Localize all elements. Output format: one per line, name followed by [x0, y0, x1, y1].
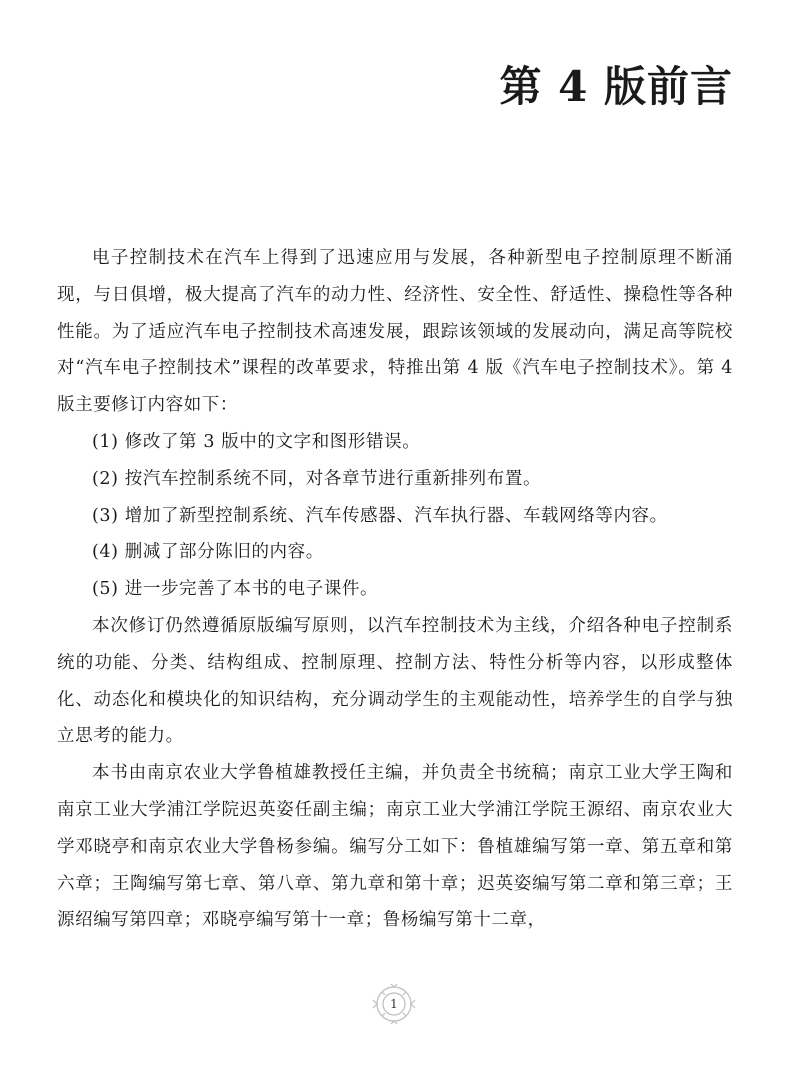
- paragraph-item-3: (3) 增加了新型控制系统、汽车传感器、汽车执行器、车载网络等内容。: [92, 505, 668, 526]
- page-title: 第 4 版前言: [499, 62, 733, 111]
- page-number: 1: [390, 997, 398, 1011]
- paragraph-authors: 本书由南京农业大学鲁植雄教授任主编，并负责全书统稿；南京工业大学王陶和南京工业大学浦江学院迟英姿任副主编；南京工业大学浦江学院王源绍、南京农业大学邓晓亭和南京农业大学鲁杨参编。编写分工如下：鲁植雄编写第一章、第五章和第六章；王陶编写第七章、第八章、第九章和第十章；迟英姿编写第二章和第三章；王源绍编写第四章；邓晓亭编写第十一章；鲁杨编写第十二章，: [57, 763, 733, 931]
- paragraph-principles: 本次修订仍然遵循原版编写原则，以汽车控制技术为主线，介绍各种电子控制系统的功能、分类、结构组成、控制原理、控制方法、特性分析等内容，以形成整体化、动态化和模块化的知识结构，充分调动学生的主观能动性，培养学生的自学与独立思考的能力。: [57, 615, 733, 747]
- paragraph-item-1: (1) 修改了第 3 版中的文字和图形错误。: [92, 431, 421, 452]
- paragraph-item-2: (2) 按汽车控制系统不同，对各章节进行重新排列布置。: [92, 468, 542, 489]
- paragraph-intro: 电子控制技术在汽车上得到了迅速应用与发展，各种新型电子控制原理不断涌现，与日俱增，极大提高了汽车的动力性、经济性、安全性、舒适性、操稳性等各种性能。为了适应汽车电子控制技术高速发展，跟踪该领域的发展动向，满足高等院校对“汽车电子控制技术”课程的改革要求，特推出第 4 版《汽车电子控制技术》。第 4 版主要修订内容如下：: [57, 248, 733, 416]
- preface-body: [57, 240, 733, 939]
- paragraph-item-5: (5) 进一步完善了本书的电子课件。: [92, 579, 379, 600]
- page-number-badge: [371, 984, 417, 1024]
- paragraph-item-4: (4) 删减了部分陈旧的内容。: [92, 542, 324, 563]
